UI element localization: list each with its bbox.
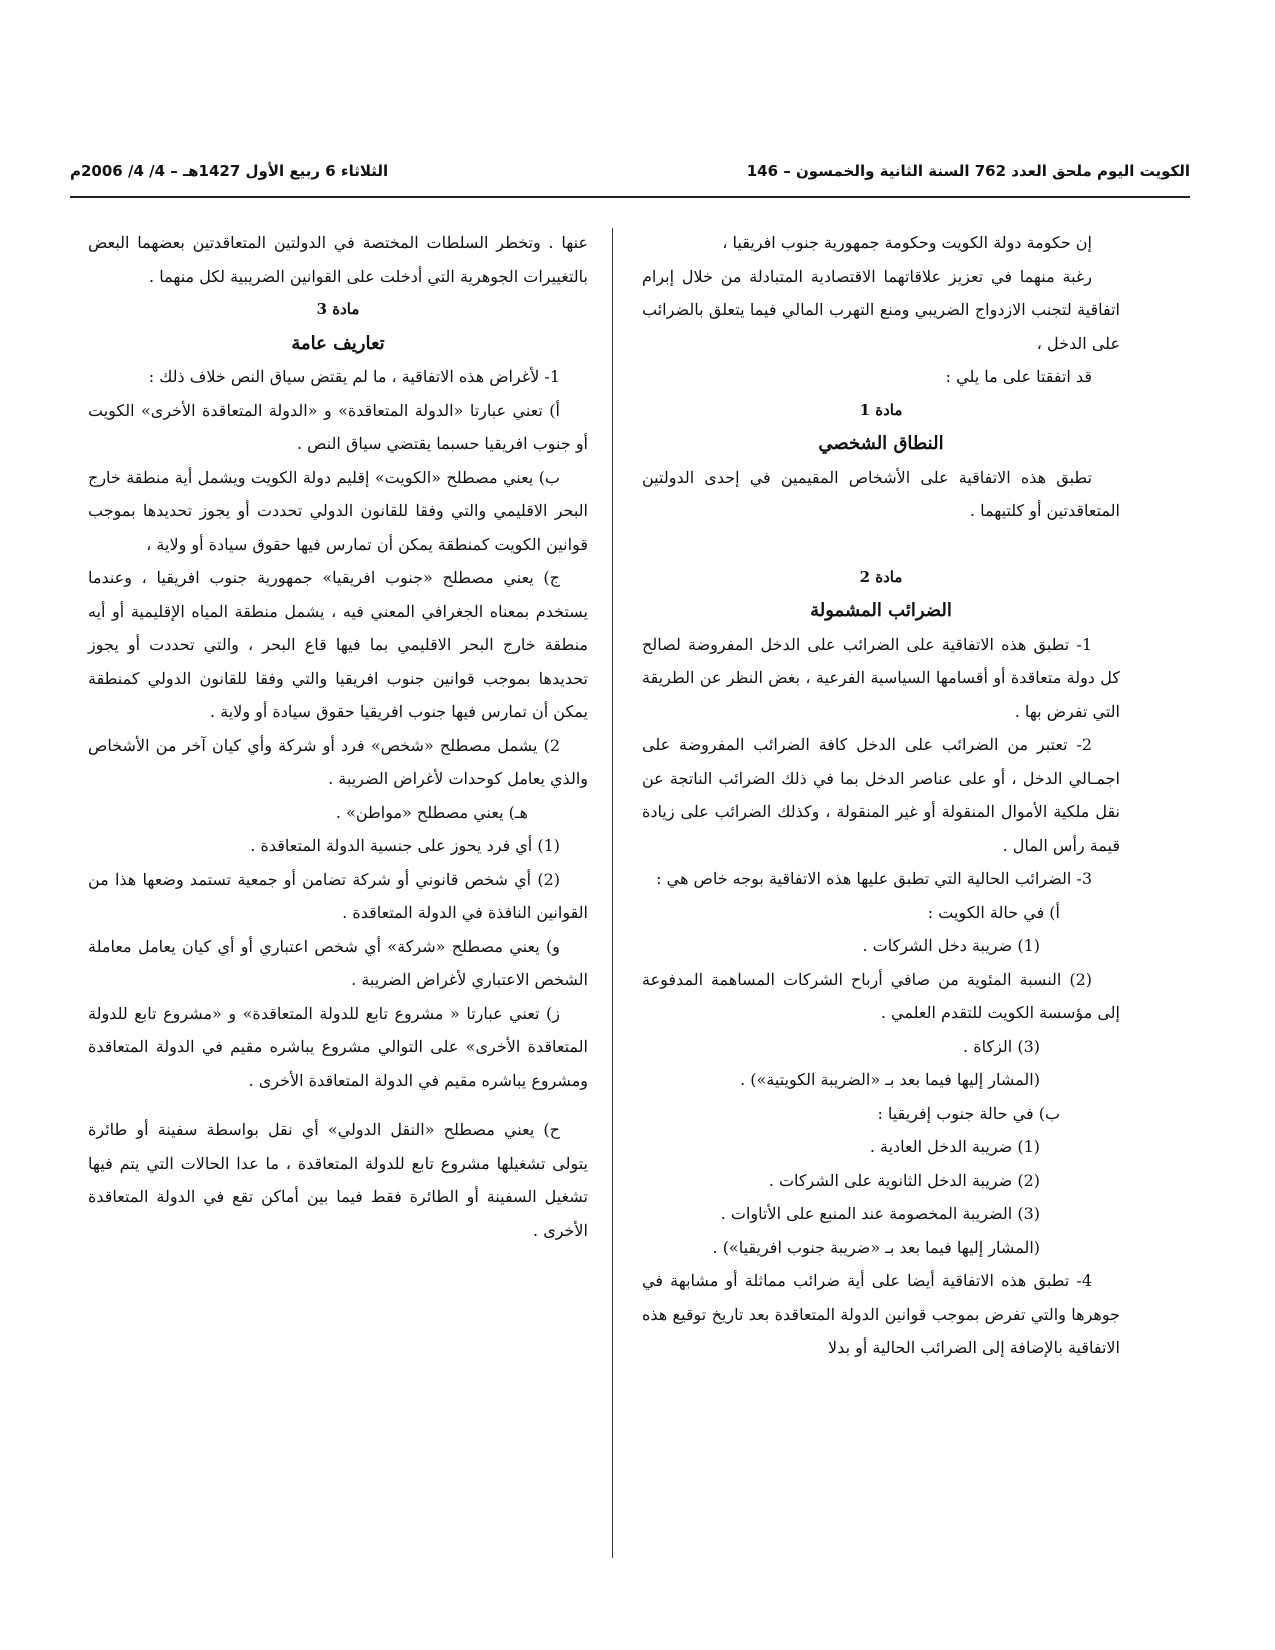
article-2-para-1: 1- تطبق هذه الاتفاقية على الضرائب على الدخل المفروضة لصالح كل دولة متعاقدة أو أقسامها السياسية الفرعية ، بغض النظر عن الطريقة التي تفرض بها .	[642, 634, 1120, 721]
header-divider	[70, 196, 1190, 198]
article-2-para-3: 3- الضرائب الحالية التي تطبق عليها هذه الاتفاقية بوجه خاص هي :	[656, 869, 1092, 888]
spacer	[642, 528, 1120, 561]
article-2-kuwait-heading: أ) في حالة الكويت :	[927, 902, 1060, 922]
spacer	[88, 1097, 588, 1113]
article-2-number: مادة 2	[859, 567, 903, 586]
article-2-south-africa-item-3: (3) الضريبة المخصومة عند المنبع على الأتاوات .	[720, 1204, 1040, 1223]
right-column	[642, 226, 1120, 1365]
preamble-agreement: قد اتفقتا على ما يلي :	[945, 367, 1092, 386]
article-3-item-h-2: (2) أي شخص قانوني أو شركة تضامن أو جمعية تستمد وضعها هذا من القوانين النافذة في الدولة المتعاقدة .	[88, 869, 588, 922]
article-3-item-hh: ح) يعني مصطلح «النقل الدولي» أي نقل بواسطة سفينة أو طائرة يتولى تشغيلها مشروع تابع للدولة المتعاقدة ، ما عدا الحالات التي يتم فيها تشغيل السفينة أو الطائرة فقط فيما بين أماكن تقع في الدولة المتعاقدة الأخرى .	[88, 1120, 588, 1240]
article-3-item-h-1: (1) أي فرد يحوز على جنسية الدولة المتعاقدة .	[250, 836, 560, 855]
article-2-south-africa-reference: (المشار إليها فيما بعد بـ «ضريبة جنوب افريقيا») .	[712, 1237, 1040, 1257]
article-2-south-africa-item-1: (1) ضريبة الدخل العادية .	[869, 1137, 1040, 1156]
header-page-number: 146	[746, 162, 779, 180]
article-2-kuwait-item-3: (3) الزكاة .	[963, 1036, 1040, 1056]
article-3-para-1: 1- لأغراض هذه الاتفاقية ، ما لم يقتض سياق النص خلاف ذلك :	[148, 367, 560, 386]
article-3-item-w: و) يعني مصطلح «شركة» أي شخص اعتباري أو أي كيان يعامل معاملة الشخص الاعتباري لأغراض الضريبة .	[88, 936, 588, 989]
article-2-kuwait-item-2: (2) النسبة المئوية من صافي أرباح الشركات المساهمة المدفوعة إلى مؤسسة الكويت للتقدم العلمي .	[642, 969, 1120, 1022]
page-header	[70, 158, 1190, 184]
left-column	[88, 226, 588, 1247]
article-1-text: تطبق هذه الاتفاقية على الأشخاص المقيمين في إحدى الدولتين المتعاقدتين أو كلتيهما .	[642, 467, 1120, 520]
article-3-item-c: ج) يعني مصطلح «جنوب افريقيا» جمهورية جنوب افريقيا ، وعندما يستخدم بمعناه الجغرافي المعني فيه ، يشمل منطقة المياه الإقليمية أو أيه منطقة خارج البحر الاقليمي بما فيها قاع البحر ، والتي تحددت أو يجوز تحديدها بموجب قوانين جنوب افريقيا والتي وفقا للقانون الدولي كمنطقة يمكن أن تمارس فيها جنوب افريقيا حقوق سيادة أو ولاية .	[88, 568, 588, 721]
header-date: الثلاثاء 6 ربيع الأول 1427هـ – 4/ 4/ 2006م	[70, 162, 389, 180]
header-publication-title: الكويت اليوم ملحق العدد 762 السنة الثانية والخمسون	[795, 162, 1190, 180]
article-3-title: تعاريف عامة	[291, 332, 385, 354]
article-1-number: مادة 1	[859, 400, 903, 419]
article-3-number: مادة 3	[316, 300, 360, 318]
column-divider	[612, 228, 613, 1558]
article-2-title: الضرائب المشمولة	[810, 600, 952, 621]
article-2-para-4: 4- تطبق هذه الاتفاقية أيضا على أية ضرائب مماثلة أو مشابهة في جوهرها والتي تفرض بموجب قوانين الدولة المتعاقدة بعد تاريخ توقيع هذه الاتفاقية بالإضافة إلى الضرائب الحالية أو بدلا	[642, 1271, 1120, 1357]
article-2-south-africa-item-2: (2) ضريبة الدخل الثانوية على الشركات .	[768, 1170, 1040, 1190]
header-publication: الكويت اليوم ملحق العدد 762 السنة الثانية والخمسون – 146	[746, 162, 1190, 180]
article-3-item-z: ز) تعني عبارتا « مشروع تابع للدولة المتعاقدة» و «مشروع تابع للدولة المتعاقدة الأخرى» على التوالي مشروع يباشره مقيم في الدولة المتعاقدة ومشروع يباشره مقيم في الدولة المتعاقدة الأخرى .	[88, 1003, 588, 1090]
article-3-item-b: ب) يعني مصطلح «الكويت» إقليم دولة الكويت ويشمل أية منطقة خارج البحر الاقليمي والتي وفقا للقانون الدولي تحددت أو يجوز تحديدها بموجب قوانين الكويت كمنطقة يمكن أن تمارس فيها حقوق سيادة أو ولاية ،	[88, 467, 588, 554]
preamble-purpose: رغبة منهما في تعزيز علاقاتهما الاقتصادية المتبادلة من خلال إبرام اتفاقية لتجنب الازدواج الضريبي ومنع التهرب المالي فيما يتعلق بالضرائب على الدخل ،	[642, 266, 1121, 353]
article-2-continuation: عنها . وتخطر السلطات المختصة في الدولتين المتعاقدتين بعضهما البعض بالتغييرات الجوهرية التي أدخلت على القوانين الضريبية لكل منهما .	[88, 233, 588, 286]
article-3-para-2: 2) يشمل مصطلح «شخص» فرد أو شركة وأي كيان آخر من الأشخاص والذي يعامل كوحدات لأغراض الضريبة .	[88, 735, 588, 788]
preamble-parties: إن حكومة دولة الكويت وحكومة جمهورية جنوب افريقيا ،	[722, 233, 1092, 252]
article-3-item-h: هـ) يعني مصطلح «مواطن» .	[335, 802, 528, 822]
article-2-kuwait-reference: (المشار إليها فيما بعد بـ «الضريبة الكويتية») .	[740, 1070, 1040, 1089]
article-1-title: النطاق الشخصي	[818, 433, 944, 454]
article-2-kuwait-item-1: (1) ضريبة دخل الشركات .	[862, 936, 1040, 955]
article-2-south-africa-heading: ب) في حالة جنوب إفريقيا :	[877, 1103, 1060, 1123]
article-3-item-a: أ) تعني عبارتا «الدولة المتعاقدة» و «الدولة المتعاقدة الأخرى» الكويت أو جنوب افريقيا حسبما يقتضي سياق النص .	[88, 400, 588, 453]
article-2-para-2: 2- تعتبر من الضرائب على الدخل كافة الضرائب المفروضة على اجمـالي الدخل ، أو على عناصر الدخل بما في ذلك الضرائب الناتجة عن نقل ملكية الأموال المنقولة أو غير المنقولة ، وكذلك الضرائب على زيادة قيمة رأس المال .	[642, 735, 1120, 855]
